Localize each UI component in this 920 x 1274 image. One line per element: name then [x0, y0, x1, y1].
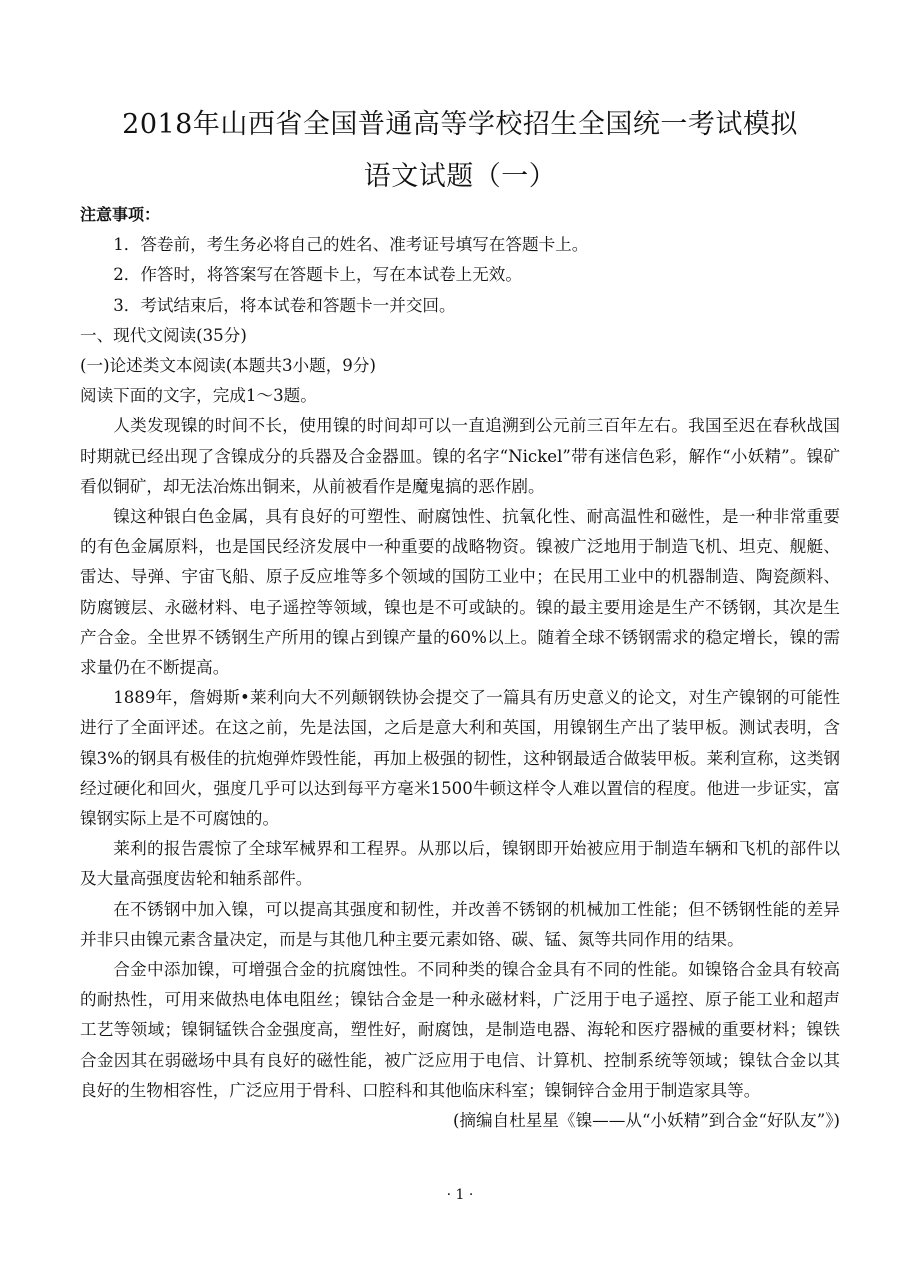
notice-item-2: 2．作答时，将答案写在答题卡上，写在本试卷上无效。	[113, 265, 522, 285]
article-paragraph-3: 1889年，詹姆斯•莱利向大不列颠钢铁协会提交了一篇具有历史意义的论文，对生产镍钢的可能性进行了全面评述。在这之前，先是法国，之后是意大利和英国，用镍钢生产出了装甲板。测试表明，含镍3%的钢具有极佳的抗炮弹炸毁性能，再加上极强的韧性，这种钢最适合做装甲板。莱利宣称，这类钢经过硬化和回火，强度几乎可以达到每平方毫米1500牛顿这样令人难以置信的程度。他进一步证实，富镍钢实际上是不可腐蚀的。	[80, 688, 840, 829]
section-instruction: 阅读下面的文字，完成1～3题。	[80, 386, 317, 406]
article-paragraph-1: 人类发现镍的时间不长，使用镍的时间却可以一直追溯到公元前三百年左右。我国至迟在春秋战国时期就已经出现了含镍成分的兵器及合金器皿。镍的名字“Nickel”带有迷信色彩，解作“小妖精”。镍矿看似铜矿，却无法冶炼出铜来，从前被看作是魔鬼搞的恶作剧。	[80, 416, 840, 496]
article-paragraph-4: 莱利的报告震惊了全球军械界和工程界。从那以后，镍钢即开始被应用于制造车辆和飞机的部件以及大量高强度齿轮和轴系部件。	[80, 839, 840, 889]
article-paragraph-5: 在不锈钢中加入镍，可以提高其强度和韧性，并改善不锈钢的机械加工性能；但不锈钢性能的差异并非只由镍元素含量决定，而是与其他几种主要元素如铬、碳、锰、氮等共同作用的结果。	[80, 899, 840, 949]
exam-subtitle: 语文试题（一）	[363, 161, 557, 192]
section-heading: 一、现代文阅读(35分)	[80, 325, 247, 345]
article-paragraph-2: 镍这种银白色金属，具有良好的可塑性、耐腐蚀性、抗氧化性、耐高温性和磁性，是一种非常重要的有色金属原料，也是国民经济发展中一种重要的战略物资。镍被广泛地用于制造飞机、坦克、舰艇、雷达、导弹、宇宙飞船、原子反应堆等多个领域的国防工业中；在民用工业中的机器制造、陶瓷颜料、防腐镀层、永磁材料、电子遥控等领域，镍也是不可或缺的。镍的最主要用途是生产不锈钢，其次是生产合金。全世界不锈钢生产所用的镍占到镍产量的60%以上。随着全球不锈钢需求的稳定增长，镍的需求量仍在不断提高。	[80, 507, 840, 678]
notice-item-1: 1．答卷前，考生务必将自己的姓名、准考证号填写在答题卡上。	[113, 235, 589, 255]
page-number: · 1 ·	[446, 1187, 474, 1203]
article-source: (摘编自杜星星《镍——从“小妖精”到合金“好队友”》)	[452, 1111, 840, 1131]
exam-title: 2018年山西省全国普通高等学校招生全国统一考试模拟	[122, 109, 798, 140]
exam-body	[80, 200, 840, 1136]
notice-item-3: 3．考试结束后，将本试卷和答题卡一并交回。	[113, 295, 456, 315]
notice-heading: 注意事项：	[80, 205, 161, 224]
section-subheading: (一)论述类文本阅读(本题共3小题，9分)	[80, 356, 376, 376]
article-paragraph-6: 合金中添加镍，可增强合金的抗腐蚀性。不同种类的镍合金具有不同的性能。如镍铬合金具有较高的耐热性，可用来做热电体电阻丝；镍钴合金是一种永磁材料，广泛用于电子遥控、原子能工业和超声工艺等领域；镍铜锰铁合金强度高，塑性好，耐腐蚀，是制造电器、海轮和医疗器械的重要材料；镍铁合金因其在弱磁场中具有良好的磁性能，被广泛应用于电信、计算机、控制系统等领域；镍钛合金以其良好的生物相容性，广泛应用于骨科、口腔科和其他临床科室；镍铜锌合金用于制造家具等。	[80, 960, 840, 1100]
